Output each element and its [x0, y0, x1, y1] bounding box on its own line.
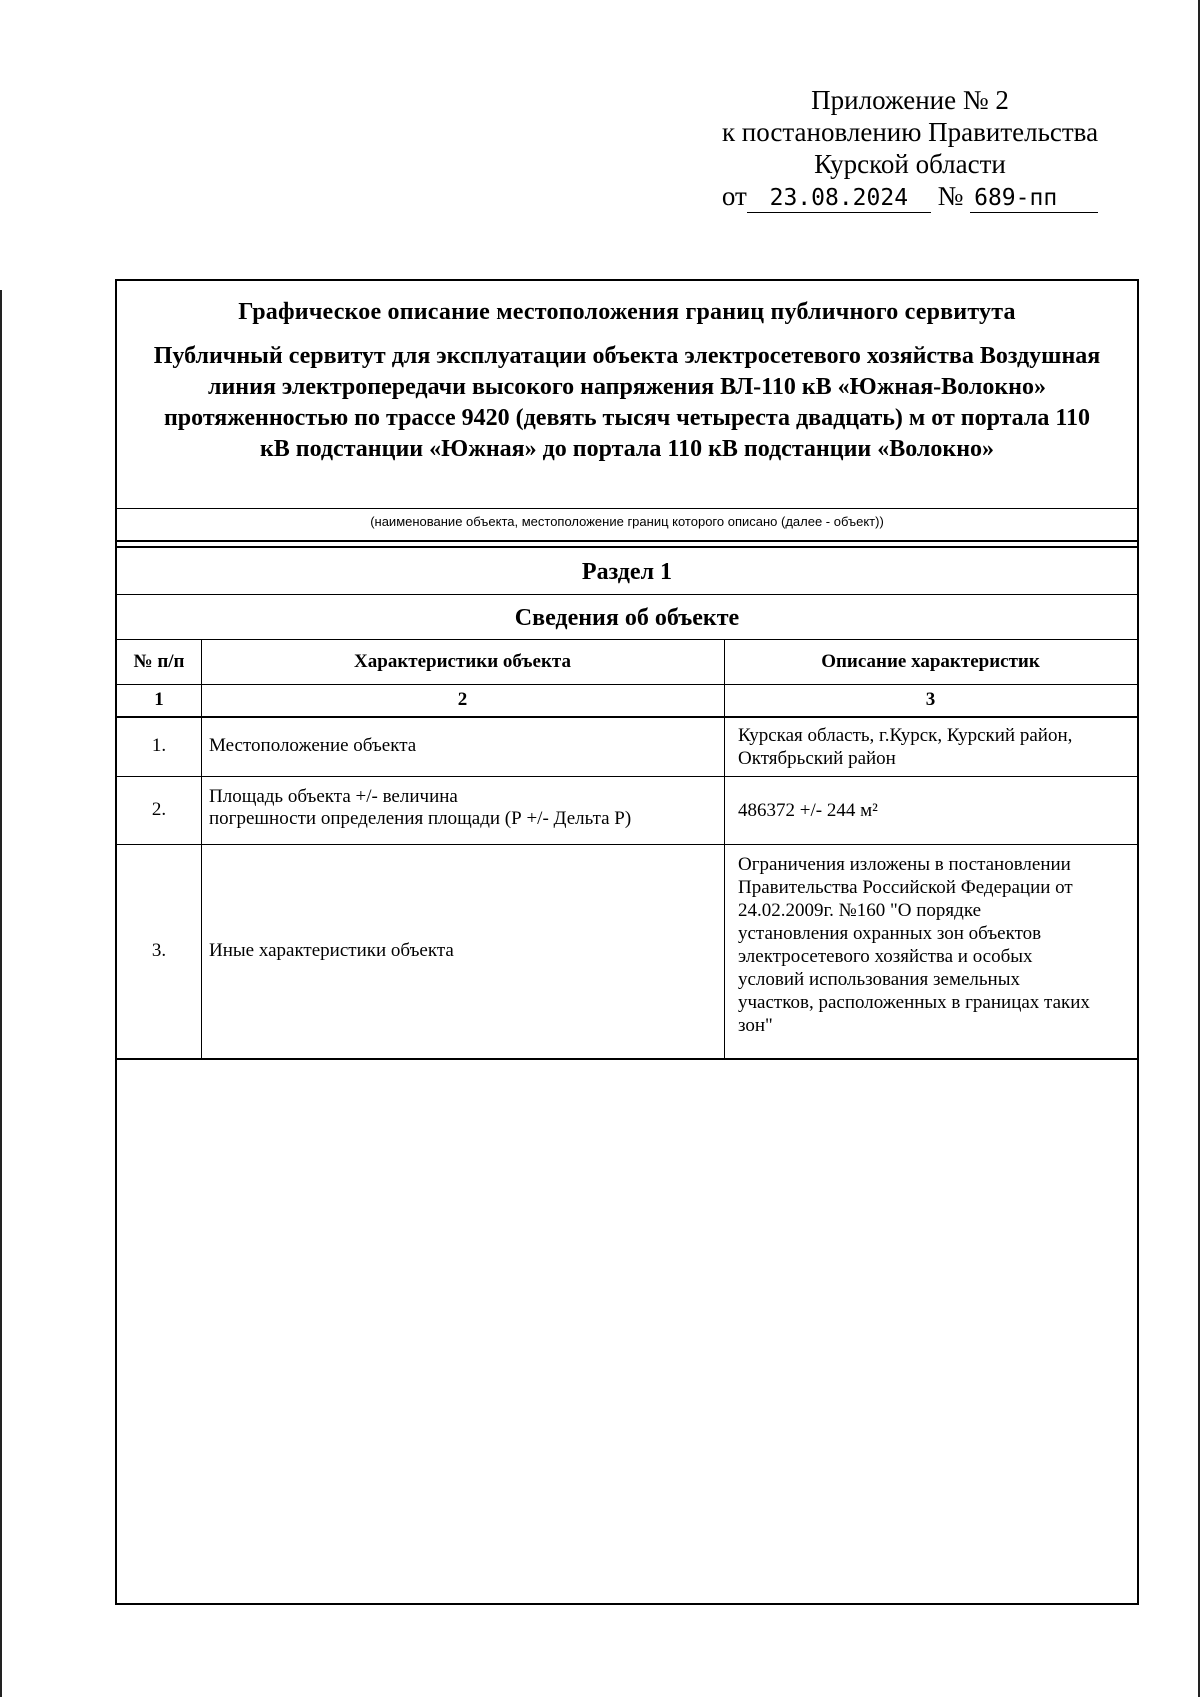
resolution-number: 689-пп	[970, 184, 1098, 213]
description-line: условий использования земельных	[738, 969, 1020, 990]
table-row-description	[724, 724, 1137, 776]
servitude-description: Публичный сервитут для эксплуатации объекта электросетевого хозяйства Воздушная линия электропередачи высокого напряжения ВЛ-110 кВ «Южная-Волокно» протяженностью по трассе 9420 (девять тысяч четыреста двадцать) м от портала 110 кВ подстанции «Южная» до портала 110 кВ подстанции «Волокно»	[153, 343, 1101, 462]
characteristic-line: погрешности определения площади (Р +/- Дельта Р)	[209, 808, 632, 829]
description-line: зон"	[738, 1015, 773, 1036]
document-frame	[115, 279, 1139, 1605]
description-line: 24.02.2009г. №160 "О порядке	[738, 900, 982, 921]
resolution-date: 23.08.2024	[747, 184, 931, 213]
characteristic-line: Площадь объекта +/- величина	[209, 786, 458, 807]
table-row-characteristic	[201, 716, 724, 776]
divider	[117, 546, 1137, 548]
description-line: установления охранных зон объектов	[738, 923, 1042, 944]
description-line: Ограничения изложены в постановлении	[738, 854, 1071, 875]
description-line: Правительства Российской Федерации от	[738, 877, 1073, 898]
scan-edge-left	[0, 290, 2, 1697]
number-label: №	[937, 181, 964, 211]
document-header	[117, 281, 1137, 510]
table-row-number: 1.	[151, 735, 167, 756]
object-caption: (наименование объекта, местоположение границ которого описано (далее - объект))	[370, 514, 884, 529]
document-title: Графическое описание местоположения границ публичного сервитута	[238, 299, 1016, 325]
column-header-description: Описание характеристик	[821, 650, 1040, 672]
empty-graphic-area	[117, 1060, 1137, 1605]
from-label: от	[721, 181, 747, 211]
appendix-line-3: Курской области	[814, 149, 1006, 179]
divider	[117, 594, 1137, 595]
section-number: Раздел 1	[581, 559, 673, 585]
description-line: 486372 +/- 244 м²	[738, 799, 878, 821]
table-row-number: 3.	[151, 940, 167, 961]
description-line: Октябрьский район	[738, 748, 896, 769]
column-header-number: № п/п	[133, 650, 185, 672]
table-row-description	[724, 776, 1137, 844]
characteristic-text: Иные характеристики объекта	[209, 940, 454, 961]
appendix-date-number-line	[690, 180, 1130, 213]
table-row-number: 2.	[151, 799, 167, 820]
section-title: Сведения об объекте	[514, 605, 740, 631]
divider	[117, 540, 1137, 542]
divider	[117, 508, 1137, 509]
description-line: Курская область, г.Курск, Курский район,	[738, 725, 1073, 746]
table-row-description	[724, 853, 1137, 1058]
column-index: 2	[457, 689, 468, 710]
description-line: участков, расположенных в границах таких	[738, 992, 1090, 1013]
column-index: 1	[154, 689, 164, 710]
appendix-reference	[690, 84, 1130, 213]
appendix-line-1: Приложение № 2	[811, 85, 1009, 115]
characteristic-text: Местоположение объекта	[209, 735, 417, 756]
table-row-characteristic	[201, 786, 724, 844]
column-header-characteristic: Характеристики объекта	[354, 650, 571, 672]
description-line: электросетевого хозяйства и особых	[738, 946, 1033, 967]
appendix-line-2: к постановлению Правительства	[721, 117, 1099, 147]
column-index: 3	[925, 689, 936, 710]
table-row-characteristic	[201, 844, 724, 1058]
